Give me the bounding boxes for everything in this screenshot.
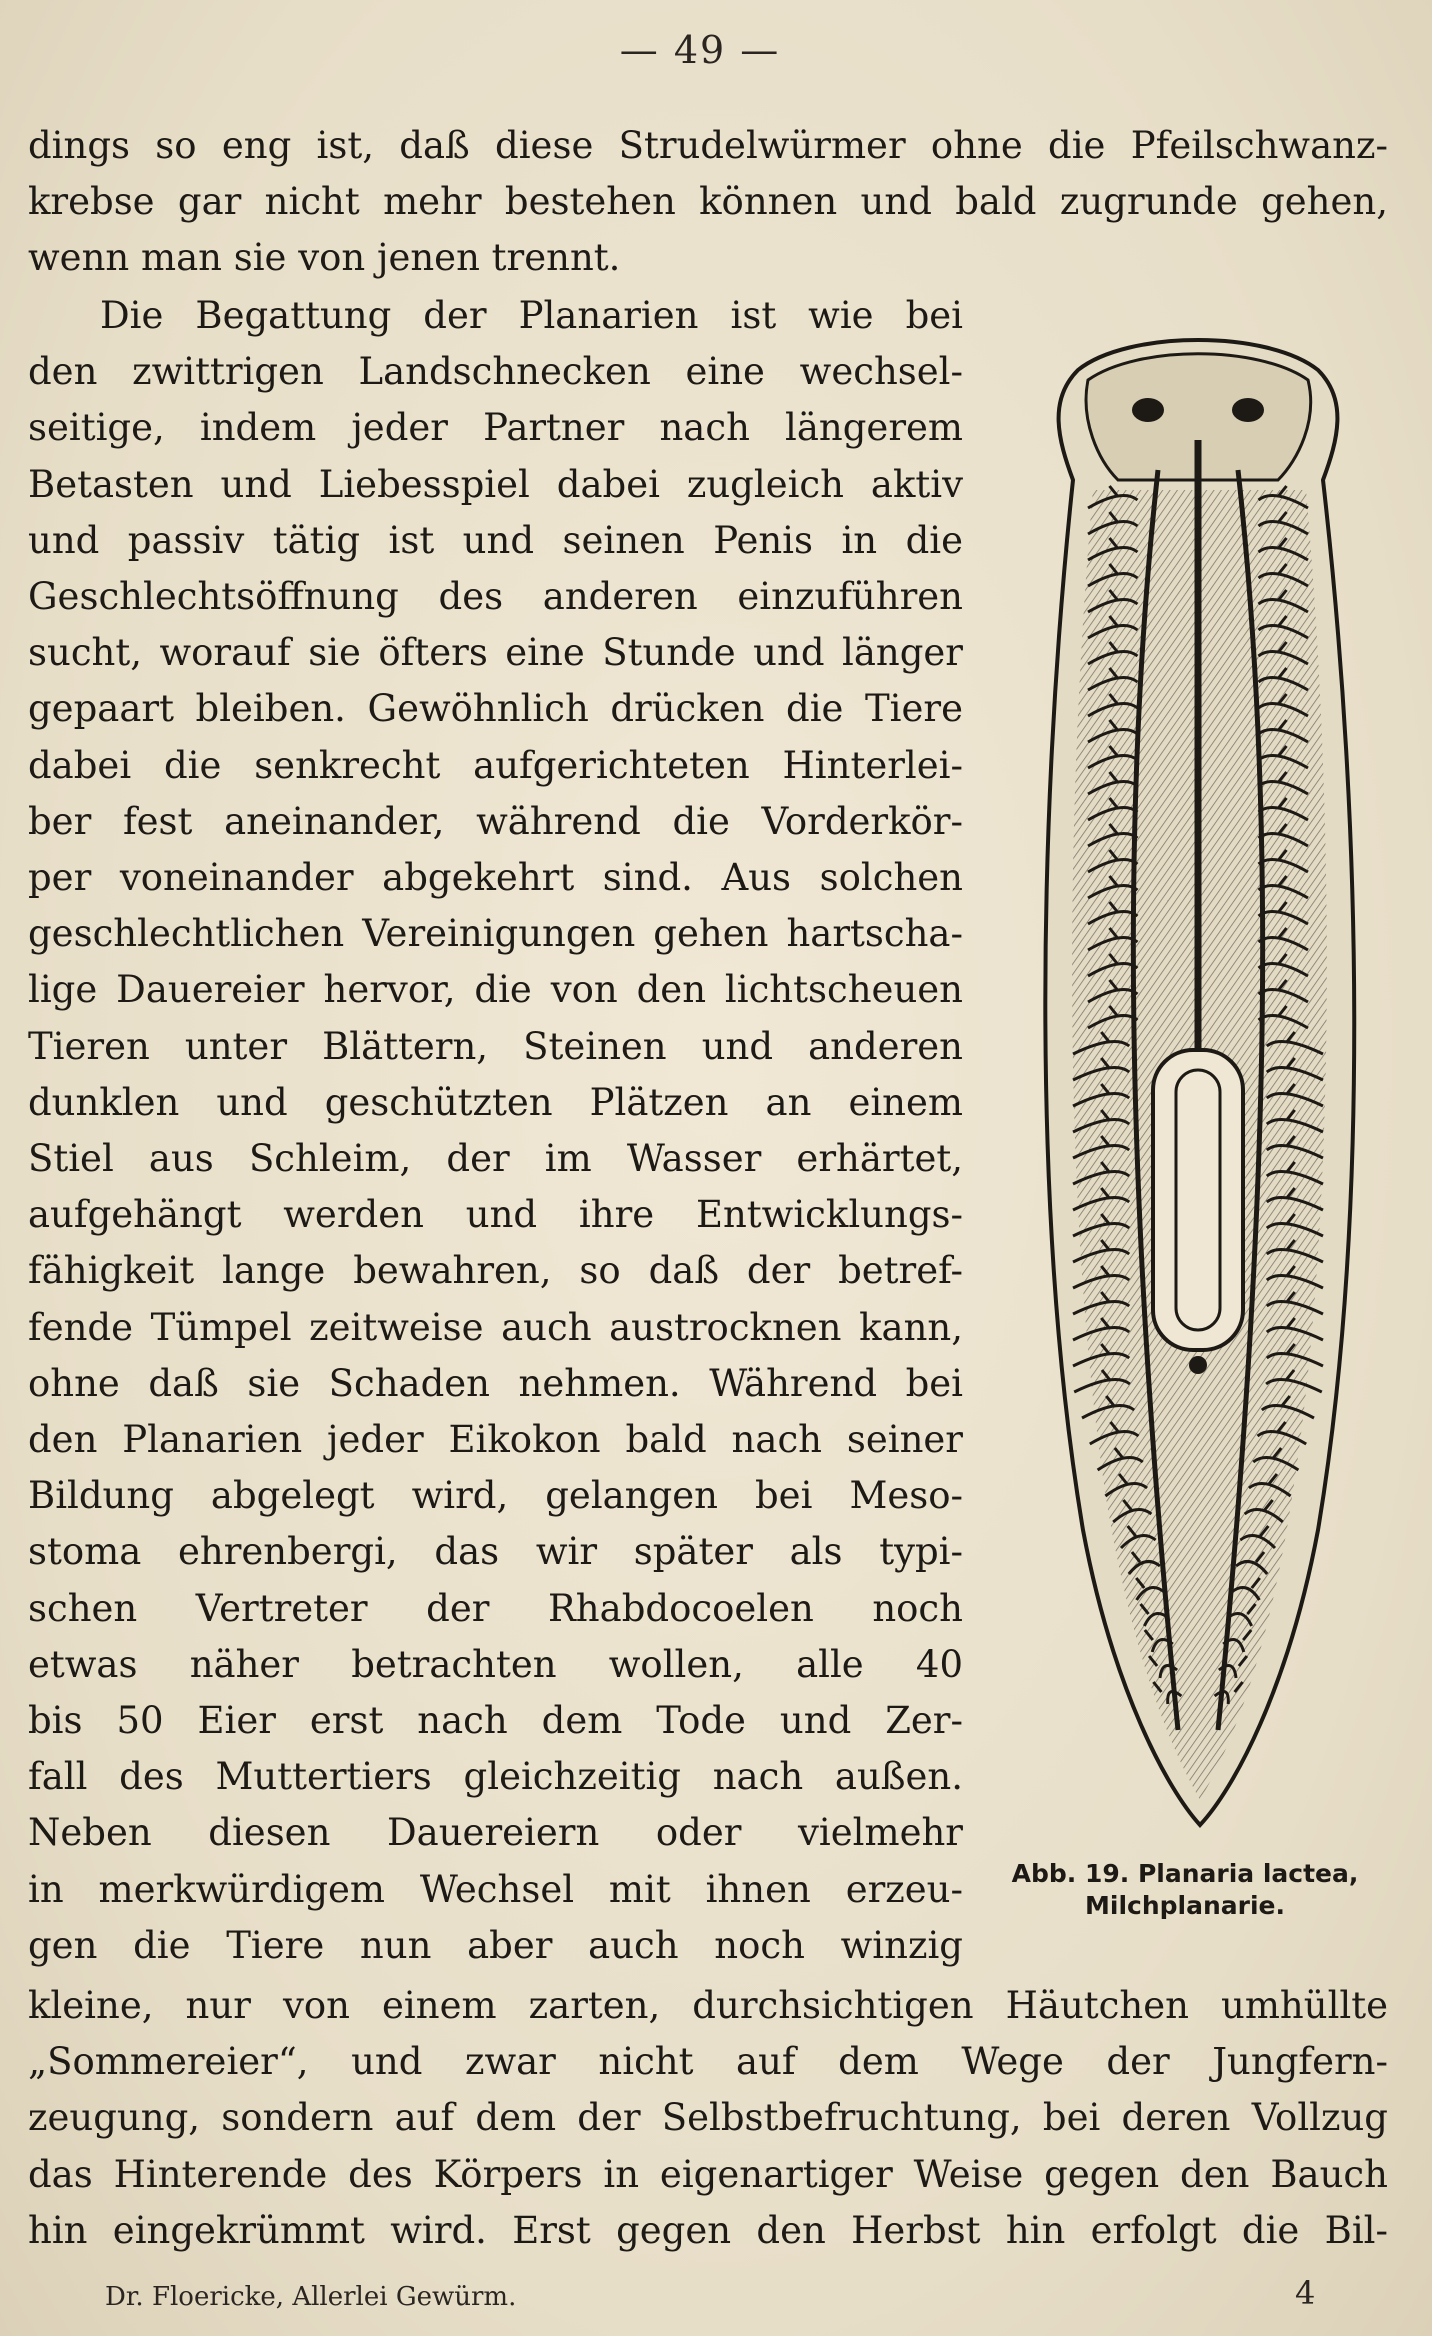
- text-line: den Planarien jeder Eikokon bald nach seiner: [28, 1418, 963, 1461]
- text-line: Neben diesen Dauereiern oder vielmehr: [28, 1811, 963, 1855]
- text-line: seitige, indem jeder Partner nach längerem: [28, 406, 963, 450]
- caption-line-1: Abb. 19. Planaria lactea,: [1011, 1859, 1359, 1888]
- text-line: zeugung, sondern auf dem der Selbstbefruchtung, bei deren Vollzug: [28, 2096, 1388, 2140]
- caption-line-2: Milchplanarie.: [1085, 1891, 1285, 1920]
- text-line: etwas näher betrachten wollen, alle 40: [28, 1642, 963, 1686]
- text-line: in merkwürdigem Wechsel mit ihnen erzeu-: [28, 1867, 963, 1911]
- text-line: sucht, worauf sie öfters eine Stunde und länger: [28, 631, 963, 675]
- text-line: wenn man sie von jenen trennt.: [28, 236, 621, 280]
- text-line: dabei die senkrecht aufgerichteten Hinterlei-: [28, 743, 963, 787]
- text-line: Bildung abgelegt wird, gelangen bei Meso-: [28, 1474, 963, 1518]
- text-line: fende Tümpel zeitweise auch austrocknen kann,: [28, 1305, 963, 1349]
- text-line: bis 50 Eier erst nach dem Tode und Zer-: [28, 1699, 963, 1742]
- text-line: stoma ehrenbergi, das wir später als typi-: [28, 1530, 963, 1574]
- text-line: Betasten und Liebesspiel dabei zugleich aktiv: [28, 462, 963, 506]
- text-line: den zwittrigen Landschnecken eine wechsel-: [28, 350, 963, 394]
- text-line: per voneinander abgekehrt sind. Aus solchen: [28, 856, 963, 899]
- text-line: ber fest aneinander, während die Vorderkör-: [28, 799, 963, 843]
- page-number: — 49 —: [619, 28, 781, 72]
- text-line: dings so eng ist, daß diese Strudelwürmer ohne die Pfeilschwanz-: [28, 124, 1388, 167]
- text-line: gen die Tiere nun aber auch noch winzig: [28, 1923, 963, 1967]
- text-line: geschlechtlichen Vereinigungen gehen hartscha-: [28, 912, 963, 956]
- text-line: Geschlechtsöffnung des anderen einzuführen: [28, 575, 963, 618]
- footer-author: Dr. Floericke, Allerlei Gewürm.: [105, 2282, 517, 2312]
- text-line: lige Dauereier hervor, die von den lichtscheuen: [28, 968, 963, 1012]
- text-line: und passiv tätig ist und seinen Penis in die: [28, 518, 963, 562]
- text-line: schen Vertreter der Rhabdocoelen noch: [28, 1586, 963, 1630]
- text-line: ohne daß sie Schaden nehmen. Während bei: [28, 1361, 963, 1405]
- planaria-illustration: [1018, 330, 1378, 1830]
- text-line: aufgehängt werden und ihre Entwicklungs-: [28, 1193, 963, 1237]
- figure-caption: [975, 1858, 1395, 1922]
- text-line: das Hinterende des Körpers in eigenartiger Weise gegen den Bauch: [28, 2152, 1388, 2196]
- text-line: dunklen und geschützten Plätzen an einem: [28, 1080, 963, 1124]
- text-line: fall des Muttertiers gleichzeitig nach außen.: [28, 1755, 963, 1799]
- text-line: krebse gar nicht mehr bestehen können und bald zugrunde gehen,: [28, 180, 1388, 224]
- footer-signature: 4: [1295, 2274, 1316, 2312]
- text-line: Die Begattung der Planarien ist wie bei: [100, 294, 963, 337]
- text-line: gepaart bleiben. Gewöhnlich drücken die Tiere: [28, 687, 963, 731]
- text-line: hin eingekrümmt wird. Erst gegen den Herbst hin erfolgt die Bil-: [28, 2208, 1388, 2252]
- text-line: „Sommereier“, und zwar nicht auf dem Wege der Jungfern-: [28, 2040, 1388, 2084]
- text-line: Tieren unter Blättern, Steinen und anderen: [28, 1024, 963, 1068]
- text-line: Stiel aus Schleim, der im Wasser erhärtet,: [28, 1137, 963, 1180]
- text-line: kleine, nur von einem zarten, durchsichtigen Häutchen umhüllte: [28, 1984, 1388, 2027]
- text-line: fähigkeit lange bewahren, so daß der betref-: [28, 1249, 963, 1293]
